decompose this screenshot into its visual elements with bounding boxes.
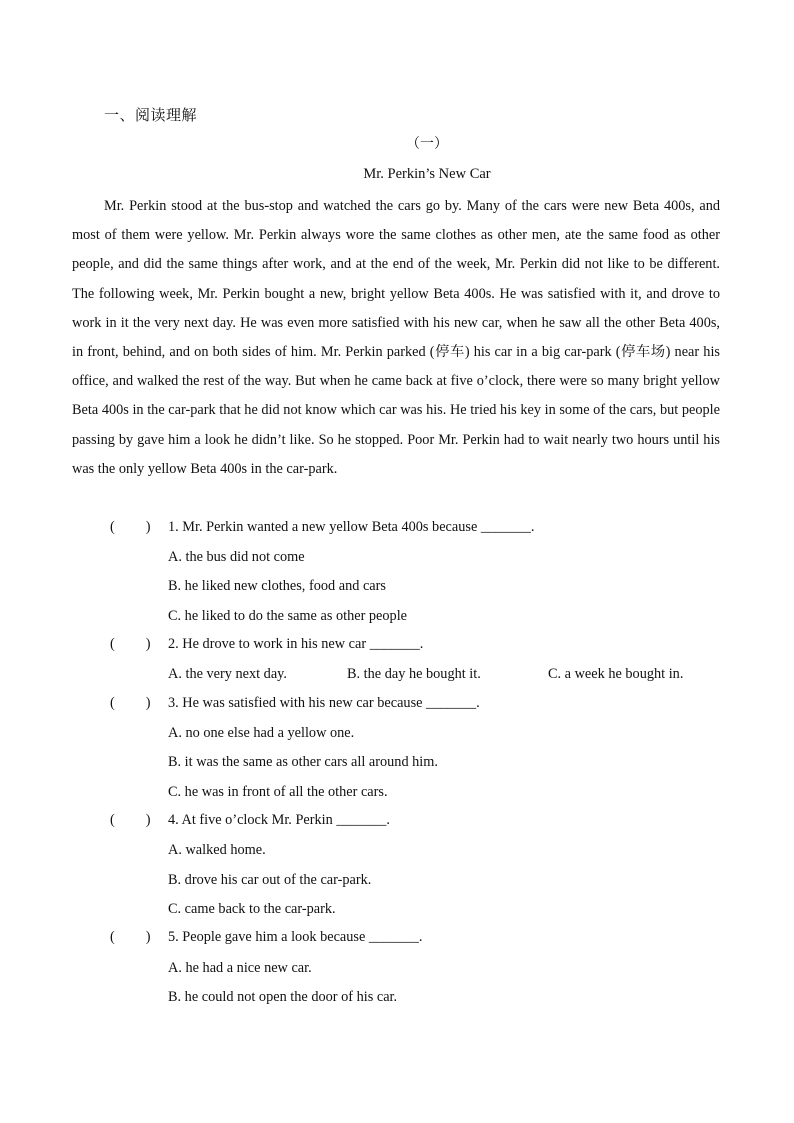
paren-open: (: [110, 695, 115, 711]
question-text: 1. Mr. Perkin wanted a new yellow Beta 400s because _______.: [168, 519, 535, 535]
part-number: （一）: [406, 136, 448, 152]
answer-blank[interactable]: [110, 809, 168, 831]
option-c: C. he was in front of all the other cars.: [168, 784, 388, 800]
paren-close: ): [145, 812, 151, 828]
question-3: [110, 692, 480, 714]
paren-open: (: [110, 929, 115, 945]
paren-open: (: [110, 812, 115, 828]
option-b: B. he could not open the door of his car.: [168, 989, 398, 1005]
reading-passage: Mr. Perkin stood at the bus-stop and watched the cars go by. Many of the cars were new Beta 400s, and most of them were yellow. Mr. Perkin always wore the same clothes as other men, ate the same food as other people, and did the same things after work, and at the end of the week, Mr. Perkin did not like to be different. The following week, Mr. Perkin bought a new, bright yellow Beta 400s. He was satisfied with it, and drove to work in it the very next day. He was even more satisfied with his new car, when he saw all the other Beta 400s, in front, behind, and on both sides of him. Mr. Perkin parked (停车) his car in a big car-park (停车场) near his office, and walked the rest of the way. But when he came back at five o’clock, there were so many bright yellow Beta 400s in the car-park that he did not know which car was his. He tried his key in some of the cars, but people passing by gave him a look he didn’t like. So he stopped. Poor Mr. Perkin had to wait nearly two hours until his was the only yellow Beta 400s in the car-park.: [72, 198, 720, 477]
option-b: B. he liked new clothes, food and cars: [168, 578, 386, 594]
option-a: A. the very next day.: [168, 666, 287, 682]
option-a: A. the bus did not come: [168, 549, 305, 565]
option-a: A. he had a nice new car.: [168, 960, 312, 976]
question-text: 4. At five o’clock Mr. Perkin _______.: [168, 812, 390, 828]
option-a: A. walked home.: [168, 842, 266, 858]
paren-close: ): [145, 929, 151, 945]
question-5: [110, 926, 423, 948]
answer-blank[interactable]: [110, 692, 168, 714]
question-4: [110, 809, 390, 831]
paren-close: ): [145, 695, 151, 711]
answer-blank[interactable]: [110, 516, 168, 538]
question-1: [110, 516, 534, 538]
answer-blank[interactable]: [110, 633, 168, 655]
paren-open: (: [110, 636, 115, 652]
question-2: [110, 633, 423, 655]
paren-open: (: [110, 519, 115, 535]
option-b: B. it was the same as other cars all around him.: [168, 754, 438, 770]
option-c: C. a week he bought in.: [548, 666, 684, 682]
paren-close: ): [145, 519, 151, 535]
answer-blank[interactable]: [110, 926, 168, 948]
option-c: C. came back to the car-park.: [168, 901, 336, 917]
option-c: C. he liked to do the same as other people: [168, 608, 408, 624]
option-b: B. drove his car out of the car-park.: [168, 872, 372, 888]
option-b: B. the day he bought it.: [347, 666, 481, 682]
section-heading: 一、阅读理解: [104, 106, 198, 124]
question-text: 3. He was satisfied with his new car because _______.: [168, 695, 480, 711]
question-text: 2. He drove to work in his new car _______.: [168, 636, 424, 652]
story-title: Mr. Perkin’s New Car: [363, 166, 491, 182]
question-text: 5. People gave him a look because _______.: [168, 929, 423, 945]
option-a: A. no one else had a yellow one.: [168, 725, 355, 741]
paren-close: ): [145, 636, 151, 652]
